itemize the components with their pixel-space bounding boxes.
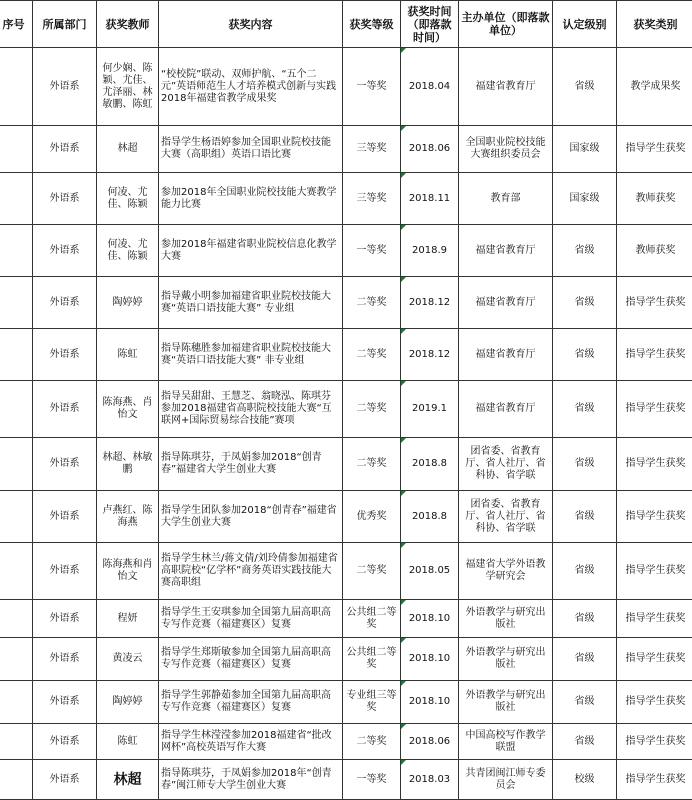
grade-cell: 省级 [553, 277, 617, 329]
level-cell: 三等奖 [343, 173, 401, 225]
time-cell: 2018.10 [401, 638, 459, 681]
org-cell: 全国职业院校技能大赛组织委员会 [459, 126, 553, 173]
content-cell: 指导学生王安琪参加全国第九届高职高专写作竞赛（福建赛区）复赛 [159, 600, 343, 638]
content-cell: “校校院”联动、双师护航、“五个二元”英语师范生人才培养模式创新与实践 2018年福建省教学成果奖 [159, 48, 343, 126]
header-cell: 所属部门 [33, 1, 97, 48]
level-cell: 二等奖 [343, 329, 401, 381]
teacher-cell: 程妍 [97, 600, 159, 638]
table-row [0, 48, 692, 126]
time-cell: 2018.05 [401, 543, 459, 600]
grade-cell: 省级 [553, 638, 617, 681]
dept-cell: 外语系 [33, 491, 97, 543]
no-cell [0, 225, 33, 277]
dept-cell: 外语系 [33, 329, 97, 381]
category-cell: 教学成果奖 [617, 48, 692, 126]
category-cell: 指导学生获奖 [617, 329, 692, 381]
teacher-cell: 陶婷婷 [97, 277, 159, 329]
table-row [0, 126, 692, 173]
category-cell: 指导学生获奖 [617, 381, 692, 438]
org-cell: 外语教学与研究出版社 [459, 681, 553, 724]
table-row [0, 638, 692, 681]
org-cell: 福建省教育厅 [459, 48, 553, 126]
category-cell: 指导学生获奖 [617, 724, 692, 760]
level-cell: 二等奖 [343, 381, 401, 438]
dept-cell: 外语系 [33, 126, 97, 173]
time-cell: 2018.12 [401, 329, 459, 381]
teacher-cell: 陶婷婷 [97, 681, 159, 724]
teacher-cell: 林超 [97, 760, 159, 800]
time-cell: 2018.8 [401, 438, 459, 491]
level-cell: 公共组二等奖 [343, 638, 401, 681]
table-row [0, 724, 692, 760]
level-cell: 三等奖 [343, 126, 401, 173]
dept-cell: 外语系 [33, 225, 97, 277]
teacher-cell: 卢燕红、陈海燕 [97, 491, 159, 543]
grade-cell: 校级 [553, 760, 617, 800]
table-row [0, 438, 692, 491]
time-cell: 2018.10 [401, 600, 459, 638]
no-cell [0, 381, 33, 438]
dept-cell: 外语系 [33, 681, 97, 724]
org-cell: 福建省教育厅 [459, 225, 553, 277]
category-cell: 指导学生获奖 [617, 126, 692, 173]
content-cell: 指导学生团队参加2018“创青春”福建省大学生创业大赛 [159, 491, 343, 543]
level-cell: 二等奖 [343, 438, 401, 491]
dept-cell: 外语系 [33, 724, 97, 760]
no-cell [0, 438, 33, 491]
table-row [0, 760, 692, 800]
no-cell [0, 638, 33, 681]
no-cell [0, 126, 33, 173]
grade-cell: 省级 [553, 724, 617, 760]
header-cell: 获奖内容 [159, 1, 343, 48]
org-cell: 福建省教育厅 [459, 381, 553, 438]
grade-cell: 省级 [553, 48, 617, 126]
time-cell: 2018.12 [401, 277, 459, 329]
table-row [0, 600, 692, 638]
no-cell [0, 173, 33, 225]
grade-cell: 国家级 [553, 173, 617, 225]
content-cell: 指导陈穗胜参加福建省职业院校技能大赛“英语口语技能大赛” 非专业组 [159, 329, 343, 381]
teacher-cell: 林超、林敏鹏 [97, 438, 159, 491]
teacher-cell: 陈虹 [97, 724, 159, 760]
category-cell: 教师获奖 [617, 173, 692, 225]
time-cell: 2018.04 [401, 48, 459, 126]
category-cell: 指导学生获奖 [617, 277, 692, 329]
content-cell: 指导陈琪芬，于凤娟参加2018年“创青春”闽江师专大学生创业大赛 [159, 760, 343, 800]
grade-cell: 省级 [553, 491, 617, 543]
level-cell: 二等奖 [343, 277, 401, 329]
content-cell: 指导学生林滢滢参加2018福建省“批改网杯”高校英语写作大赛 [159, 724, 343, 760]
teacher-cell: 黄凌云 [97, 638, 159, 681]
org-cell: 教育部 [459, 173, 553, 225]
grade-cell: 省级 [553, 329, 617, 381]
header-cell: 获奖类别 [617, 1, 692, 48]
content-cell: 指导学生郑斯敏参加全国第九届高职高专写作竞赛（福建赛区）复赛 [159, 638, 343, 681]
category-cell: 指导学生获奖 [617, 543, 692, 600]
org-cell: 福建省大学外语教学研究会 [459, 543, 553, 600]
time-cell: 2019.1 [401, 381, 459, 438]
content-cell: 指导吴甜甜、王慧芝、翁晓泓、陈琪芬参加2018福建省高职院校技能大赛“互联网+国际贸易综合技能”赛项 [159, 381, 343, 438]
content-cell: 指导学生林兰/蒋文倩/刘玲倩参加福建省高职院校“亿学杯”商务英语实践技能大赛高职组 [159, 543, 343, 600]
header-cell: 主办单位（即落款单位） [459, 1, 553, 48]
level-cell: 一等奖 [343, 48, 401, 126]
grade-cell: 省级 [553, 600, 617, 638]
category-cell: 指导学生获奖 [617, 681, 692, 724]
dept-cell: 外语系 [33, 381, 97, 438]
teacher-cell: 陈虹 [97, 329, 159, 381]
grade-cell: 国家级 [553, 126, 617, 173]
dept-cell: 外语系 [33, 277, 97, 329]
no-cell [0, 48, 33, 126]
teacher-cell: 林超 [97, 126, 159, 173]
grade-cell: 省级 [553, 225, 617, 277]
teacher-cell: 何少娴、陈颖、尤佳、尤泽丽、林敏鹏、陈虹 [97, 48, 159, 126]
header-cell: 认定级别 [553, 1, 617, 48]
header-cell: 序号 [0, 1, 33, 48]
header-cell: 获奖教师 [97, 1, 159, 48]
category-cell: 指导学生获奖 [617, 438, 692, 491]
table-row [0, 329, 692, 381]
header-row [0, 1, 692, 48]
content-cell: 指导陈琪芬，于凤娟参加2018“创青春”福建省大学生创业大赛 [159, 438, 343, 491]
org-cell: 外语教学与研究出版社 [459, 638, 553, 681]
table-row [0, 173, 692, 225]
org-cell: 团省委、省教育厅、省人社厅、省科协、省学联 [459, 438, 553, 491]
table-row [0, 225, 692, 277]
level-cell: 二等奖 [343, 543, 401, 600]
org-cell: 福建省教育厅 [459, 329, 553, 381]
org-cell: 中国高校写作教学联盟 [459, 724, 553, 760]
dept-cell: 外语系 [33, 600, 97, 638]
table-row [0, 381, 692, 438]
no-cell [0, 760, 33, 800]
teacher-cell: 何凌、尤佳、陈颖 [97, 173, 159, 225]
level-cell: 优秀奖 [343, 491, 401, 543]
content-cell: 参加2018年全国职业院校技能大赛教学能力比赛 [159, 173, 343, 225]
dept-cell: 外语系 [33, 48, 97, 126]
level-cell: 二等奖 [343, 724, 401, 760]
category-cell: 指导学生获奖 [617, 638, 692, 681]
no-cell [0, 543, 33, 600]
grade-cell: 省级 [553, 543, 617, 600]
time-cell: 2018.06 [401, 126, 459, 173]
category-cell: 教师获奖 [617, 225, 692, 277]
time-cell: 2018.10 [401, 681, 459, 724]
table-row [0, 543, 692, 600]
level-cell: 一等奖 [343, 225, 401, 277]
dept-cell: 外语系 [33, 543, 97, 600]
level-cell: 专业组三等奖 [343, 681, 401, 724]
no-cell [0, 724, 33, 760]
dept-cell: 外语系 [33, 438, 97, 491]
header-cell: 获奖时间（即落款时间） [401, 1, 459, 48]
org-cell: 团省委、省教育厅、省人社厅、省科协、省学联 [459, 491, 553, 543]
dept-cell: 外语系 [33, 173, 97, 225]
content-cell: 指导学生杨语婷参加全国职业院校技能大赛（高职组）英语口语比赛 [159, 126, 343, 173]
grade-cell: 省级 [553, 438, 617, 491]
no-cell [0, 329, 33, 381]
no-cell [0, 600, 33, 638]
level-cell: 公共组二等奖 [343, 600, 401, 638]
time-cell: 2018.8 [401, 491, 459, 543]
content-cell: 指导学生郭静茹参加全国第九届高职高专写作竞赛（福建赛区）复赛 [159, 681, 343, 724]
content-cell: 参加2018年福建省职业院校信息化教学大赛 [159, 225, 343, 277]
dept-cell: 外语系 [33, 638, 97, 681]
table-row [0, 277, 692, 329]
teacher-cell: 陈海燕和肖怡文 [97, 543, 159, 600]
category-cell: 指导学生获奖 [617, 600, 692, 638]
table-row [0, 491, 692, 543]
header-cell: 获奖等级 [343, 1, 401, 48]
org-cell: 福建省教育厅 [459, 277, 553, 329]
no-cell [0, 491, 33, 543]
org-cell: 外语教学与研究出版社 [459, 600, 553, 638]
content-cell: 指导戴小明参加福建省职业院校技能大赛“英语口语技能大赛” 专业组 [159, 277, 343, 329]
teacher-cell: 何凌、尤佳、陈颖 [97, 225, 159, 277]
category-cell: 指导学生获奖 [617, 760, 692, 800]
dept-cell: 外语系 [33, 760, 97, 800]
time-cell: 2018.06 [401, 724, 459, 760]
time-cell: 2018.11 [401, 173, 459, 225]
level-cell: 一等奖 [343, 760, 401, 800]
table-row [0, 681, 692, 724]
org-cell: 共青团闽江师专委员会 [459, 760, 553, 800]
no-cell [0, 681, 33, 724]
grade-cell: 省级 [553, 381, 617, 438]
time-cell: 2018.03 [401, 760, 459, 800]
category-cell: 指导学生获奖 [617, 491, 692, 543]
time-cell: 2018.9 [401, 225, 459, 277]
teacher-cell: 陈海燕、肖怡文 [97, 381, 159, 438]
grade-cell: 省级 [553, 681, 617, 724]
no-cell [0, 277, 33, 329]
